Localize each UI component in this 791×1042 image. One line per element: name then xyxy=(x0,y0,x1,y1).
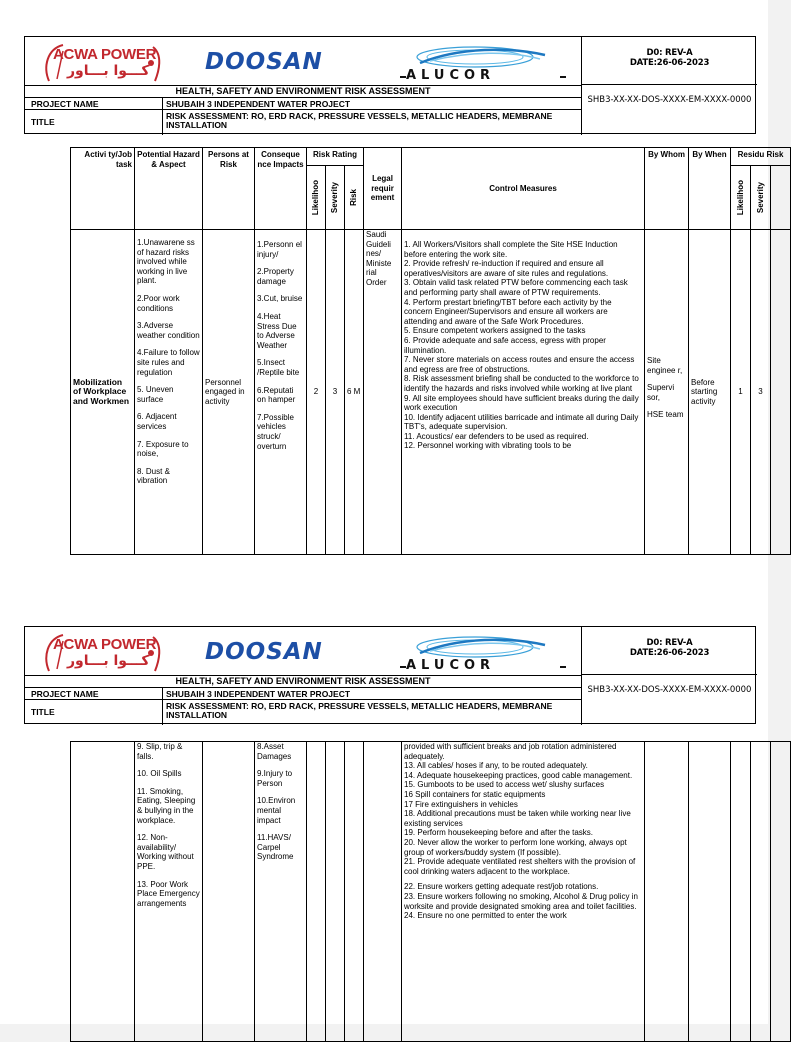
list-item: 4.Failure to follow site rules and regulation xyxy=(137,348,200,377)
col-risk: Risk xyxy=(349,189,359,206)
by-when-cell: Before starting activity xyxy=(689,230,731,555)
alucor-logo xyxy=(380,631,580,673)
list-item: 7. Never store materials on access routes and ensure the access and egress are free of obstructions. xyxy=(404,355,635,374)
document-header xyxy=(24,36,756,134)
col-res-severity: Severity xyxy=(755,181,765,214)
page-gap xyxy=(0,572,768,616)
list-item: 6.Reputati on hamper xyxy=(257,385,296,405)
doosan-logo: DOOSAN xyxy=(205,49,323,75)
title-value: RISK ASSESSMENT: RO, ERD RACK, PRESSURE VESSELS, METALLIC HEADERS, MEMBRANE INSTALLATION xyxy=(166,701,553,720)
list-item: 2.Property damage xyxy=(257,267,294,286)
risk-assessment-table-continued xyxy=(70,741,791,1042)
list-item: 8. Risk assessment briefing shall be conducted to the workforce to identify the hazards and risks involved while working at live plant xyxy=(404,374,639,393)
doosan-logo: DOOSAN xyxy=(205,639,323,665)
list-item: 21. Provide adequate ventilated rest shelters with the provision of cool drinking waters adjacent to the workplace. xyxy=(404,857,636,876)
doc-date: DATE:26-06-2023 xyxy=(629,58,710,68)
document-header xyxy=(24,626,756,724)
col-legal: Legal requir ement xyxy=(364,148,402,230)
alucor-logo xyxy=(380,41,580,83)
logo-bar xyxy=(25,627,581,675)
project-name-value: SHUBAIH 3 INDEPENDENT WATER PROJECT xyxy=(163,98,581,110)
list-item: 7. Exposure to noise, xyxy=(137,439,189,459)
list-item: 7.Possible vehicles struck/ overturn xyxy=(257,412,294,451)
project-name-label: PROJECT NAME xyxy=(25,688,163,700)
list-item: provided with sufficient breaks and job rotation administered adequately. xyxy=(404,742,617,761)
consequence-cell xyxy=(255,742,307,1042)
doc-number: SHB3-XX-XX-DOS-XXXX-EM-XXXX-0000 xyxy=(581,85,757,135)
list-item: 9. Slip, trip & falls. xyxy=(137,742,183,761)
doc-revision: D0: REV-A xyxy=(646,48,693,58)
persons-cell: Personnel engaged in activity xyxy=(203,230,255,555)
list-item: 13. All cables/ hoses if any, to be routed adequately. xyxy=(404,761,588,771)
list-item: 9.Injury to Person xyxy=(257,769,293,788)
list-item: 17 Fire extinguishers in vehicles xyxy=(404,799,518,809)
table-row xyxy=(71,742,791,1042)
acwa-name: ACWA POWER xyxy=(53,46,157,63)
list-item: 22. Ensure workers getting adequate rest/job rotations. xyxy=(404,882,599,892)
list-item: 9. All site employees should have sufficient breaks during the daily work execution xyxy=(404,393,639,413)
consequence-cell xyxy=(255,230,307,555)
list-item: HSE team xyxy=(647,410,684,420)
acwa-arabic-name: كـــوا بـــاور xyxy=(67,653,150,669)
report-title: HEALTH, SAFETY AND ENVIRONMENT RISK ASSESSMENT xyxy=(25,675,581,688)
list-item: 11. Acoustics/ ear defenders to be used as required. xyxy=(404,431,589,441)
list-item: 10. Oil Spills xyxy=(137,769,182,779)
list-item: 8.Asset Damages xyxy=(257,742,292,761)
acwa-name: ACWA POWER xyxy=(53,636,157,653)
res-severity-cell: 3 xyxy=(751,230,771,555)
list-item: 5.Insect /Reptile bite xyxy=(257,358,300,377)
list-item: 4. Perform prestart briefing/TBT before each activity by the concern Engineer/Supervisors and ensure all workers are attending and aware of the Safe Work Procedures. xyxy=(404,297,612,326)
list-item: 16 Spill containers for static equipments xyxy=(404,789,546,799)
list-item: 14. Adequate housekeeping practices, good cable management. xyxy=(404,770,633,780)
alucor-name: ALUCOR xyxy=(406,658,496,673)
list-item: 18. Additional precautions must be taken while working near live existing services xyxy=(404,809,631,828)
title-value: RISK ASSESSMENT: RO, ERD RACK, PRESSURE VESSELS, METALLIC HEADERS, MEMBRANE INSTALLATION xyxy=(166,111,553,130)
list-item: 10.Environ mental impact xyxy=(257,796,296,825)
doc-revision-box xyxy=(581,37,757,85)
project-name-label: PROJECT NAME xyxy=(25,98,163,110)
risk-cell: 6 M xyxy=(345,230,364,555)
doc-revision: D0: REV-A xyxy=(646,638,693,648)
col-residual-risk: Residu Risk xyxy=(731,148,791,166)
col-control: Control Measures xyxy=(402,148,645,230)
doc-number: SHB3-XX-XX-DOS-XXXX-EM-XXXX-0000 xyxy=(581,675,757,725)
col-by-whom: By Whom xyxy=(645,148,689,230)
project-name-value: SHUBAIH 3 INDEPENDENT WATER PROJECT xyxy=(163,688,581,700)
list-item: 5. Ensure competent workers assigned to the tasks xyxy=(404,326,586,336)
table-row xyxy=(71,230,791,555)
report-title: HEALTH, SAFETY AND ENVIRONMENT RISK ASSESSMENT xyxy=(25,85,581,98)
list-item: 4.Heat Stress Due to Adverse Weather xyxy=(257,311,297,350)
col-hazard: Potential Hazard & Aspect xyxy=(135,148,203,230)
likelihood-cell: 2 xyxy=(307,230,326,555)
list-item: 11. Smoking, Eating, Sleeping & bullying in the workplace. xyxy=(137,786,196,825)
title-label: TITLE xyxy=(25,110,163,135)
list-item: 11.HAVS/ Carpel Syndrome xyxy=(257,833,294,862)
control-cell xyxy=(402,230,645,555)
col-activity: Activi ty/Job task xyxy=(71,148,135,230)
list-item: 1.Personn el injury/ xyxy=(257,240,302,259)
title-label: TITLE xyxy=(25,700,163,725)
list-item: 12. Non-availability/ Working without PPE. xyxy=(137,833,194,871)
acwa-power-logo xyxy=(33,41,183,83)
doc-date: DATE:26-06-2023 xyxy=(629,648,710,658)
list-item: 20. Never allow the worker to perform lone working, always opt group of workers/buddy system (If possible). xyxy=(404,837,627,857)
list-item: 3.Adverse weather condition xyxy=(137,321,200,340)
col-by-when: By When xyxy=(689,148,731,230)
list-item: 15. Gumboots to be used to access wet/ slushy surfaces xyxy=(404,780,605,790)
hazard-cell xyxy=(135,230,203,555)
col-likelihood: Likelihoo xyxy=(311,179,321,216)
list-item: 2.Poor work conditions xyxy=(137,293,180,313)
list-item: 3.Cut, bruise xyxy=(257,294,303,304)
list-item: 5. Uneven surface xyxy=(137,385,174,404)
persons-cell xyxy=(203,742,255,1042)
risk-assessment-table xyxy=(70,147,791,555)
list-item: 24. Ensure no one permitted to enter the work xyxy=(404,911,567,921)
legal-cell: Saudi Guideli nes/ Ministe rial Order xyxy=(364,230,402,555)
acwa-power-logo xyxy=(33,631,183,673)
list-item: 1. All Workers/Visitors shall complete the Site HSE Induction before entering the work site. xyxy=(404,240,618,259)
list-item: 6. Adjacent services xyxy=(137,412,177,431)
list-item: 1.Unawarene ss of hazard risks involved while working in live plant. xyxy=(137,238,195,286)
col-severity: Severity xyxy=(330,181,340,214)
activity-cell xyxy=(71,742,135,1042)
list-item: Site enginee r, xyxy=(647,356,683,375)
list-item: 12. Personnel working with vibrating tools to be xyxy=(404,441,572,451)
list-item: 13. Poor Work Place Emergency arrangements xyxy=(137,879,200,908)
col-risk-rating: Risk Rating xyxy=(307,148,364,166)
col-persons: Persons at Risk xyxy=(203,148,255,230)
list-item: 2. Provide refresh/ re-induction if required and ensure all operatives/visitors are aware of site rules and regulations. xyxy=(404,259,609,278)
list-item: 19. Perform housekeeping before and after the tasks. xyxy=(404,828,594,838)
res-likelihood-cell: 1 xyxy=(731,230,751,555)
control-cell xyxy=(402,742,645,1042)
severity-cell: 3 xyxy=(326,230,345,555)
col-res-likelihood: Likelihoo xyxy=(735,179,745,216)
by-whom-cell xyxy=(645,230,689,555)
hazard-cell xyxy=(135,742,203,1042)
list-item: 10. Identify adjacent utilities barricade and intimate all during Daily TBT's, adequate supervision. xyxy=(404,412,639,432)
alucor-name: ALUCOR xyxy=(406,68,496,83)
logo-bar xyxy=(25,37,581,85)
col-consequence: Conseque nce Impacts xyxy=(255,148,307,230)
list-item: Supervi sor, xyxy=(647,383,675,402)
list-item: 6. Provide adequate and safe access, egress with proper illumination. xyxy=(404,335,606,355)
doc-revision-box xyxy=(581,627,757,675)
list-item: 3. Obtain valid task related PTW before commencing each task and performing party shall aware of PTW requirements. xyxy=(404,278,628,297)
list-item: 23. Ensure workers following no smoking, Alcohol & Drug policy in worksite and provide designated smoking area and toilet facilities. xyxy=(404,891,638,911)
acwa-arabic-name: كـــوا بـــاور xyxy=(67,63,150,79)
list-item: 8. Dust & vibration xyxy=(137,466,170,486)
activity-cell: Mobilization of Workplace and Workmen xyxy=(71,230,135,555)
